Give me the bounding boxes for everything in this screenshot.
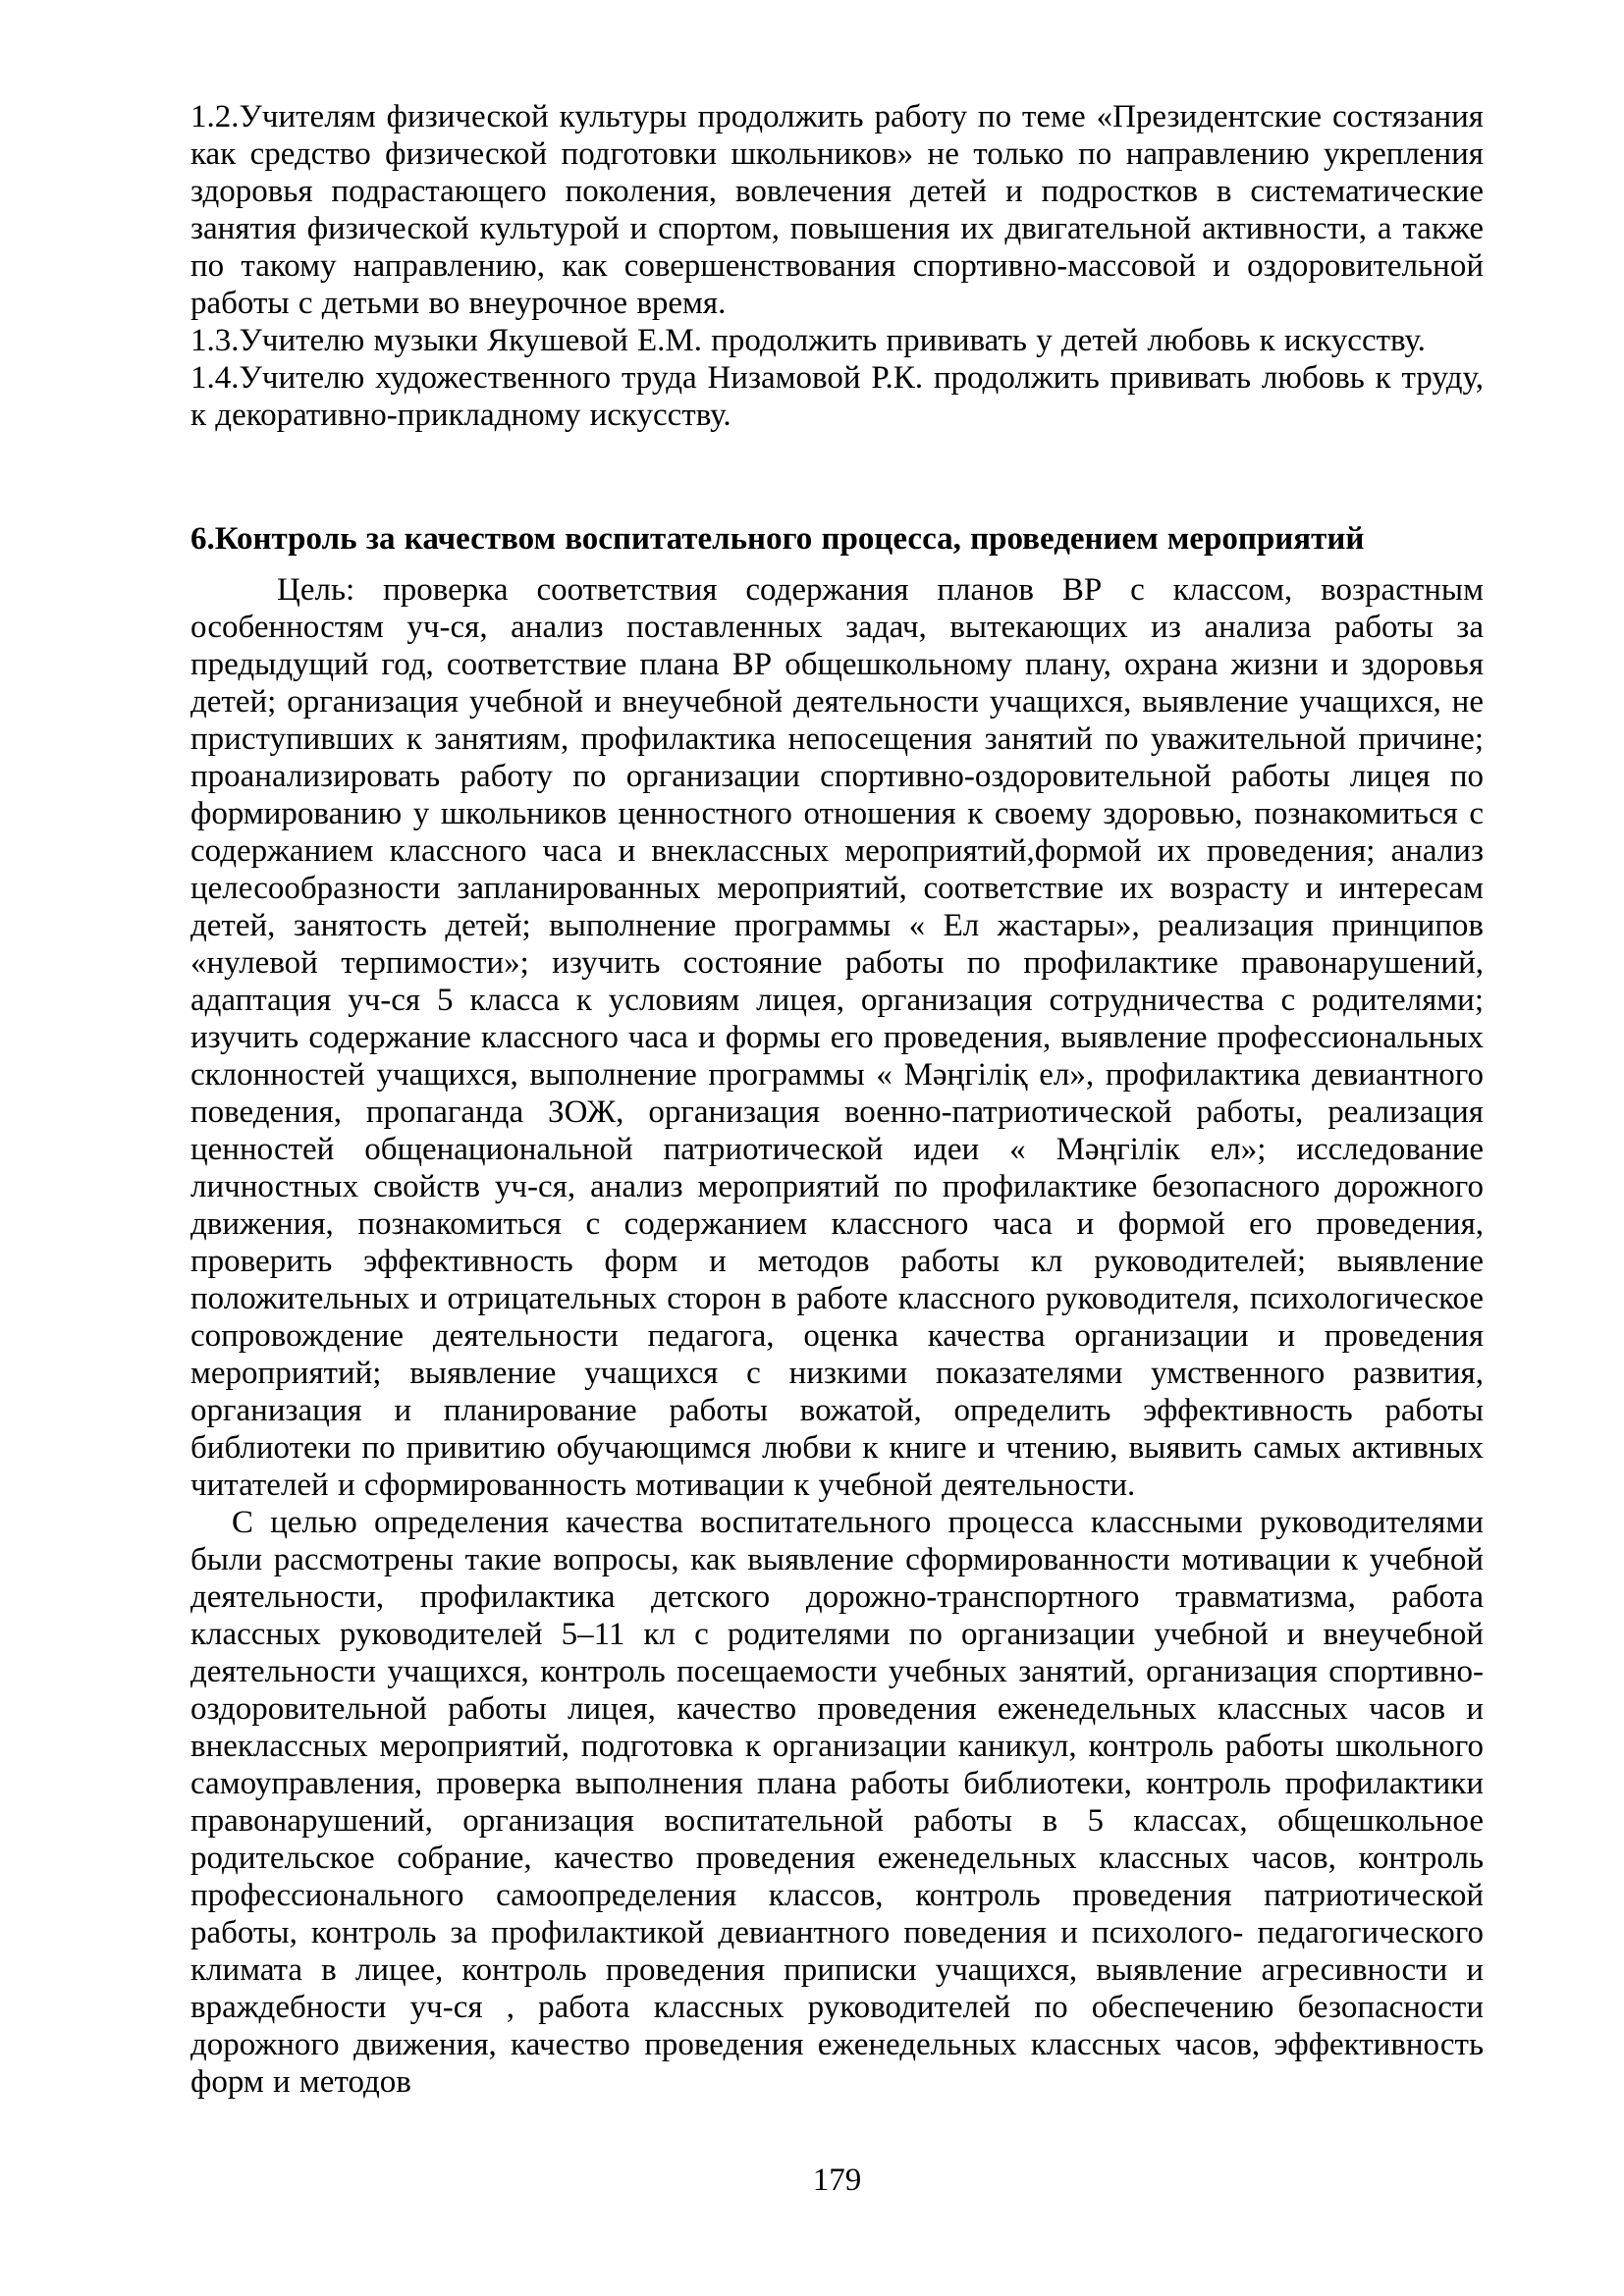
goal-paragraph: Цель: проверка соответствия содержания планов ВР с классом, возрастным особенностям уч-ся, анализ поставленных задач, вытекающих из анализа работы за предыдущий год, соответствие плана ВР общешкольному плану, охрана жизни и здоровья детей; организация учебной и внеучебной деятельности учащихся, выявление учащихся, не приступивших к занятиям, профилактика непосещения занятий по уважительной причине; проанализировать работу по организации спортивно-оздоровительной работы лицея по формированию у школьников ценностного отношения к своему здоровью, познакомиться с содержанием классного часа и внеклассных мероприятий,формой их проведения; анализ целесообразности запланированных мероприятий, соответствие их возрасту и интересам детей, занятость детей; выполнение программы « Ел жастары», реализация принципов «нулевой терпимости»; изучить состояние работы по профилактике правонарушений, адаптация уч-ся 5 класса к условиям лицея, организация сотрудничества с родителями; изучить содержание классного часа и формы его проведения, выявление профессиональных склонностей учащихся, выполнение программы « Мәңгіліқ ел», профилактика девиантного поведения, пропаганда ЗОЖ, организация военно-патриотической работы, реализация ценностей общенациональной патриотической идеи « Мәңгілік ел»; исследование личностных свойств уч-ся, анализ мероприятий по профилактике безопасного дорожного движения, познакомиться с содержанием классного часа и формой его проведения, проверить эффективность форм и методов работы кл руководителей; выявление положительных и отрицательных сторон в работе классного руководителя, психологическое сопровождение деятельности педагога, оценка качества организации и проведения мероприятий; выявление учащихся с низкими показателями умственного развития, организация и планирование работы вожатой, определить эффективность работы библиотеки по привитию обучающимся любви к книге и чтению, выявить самых активных читателей и сформированность мотивации к учебной деятельности. — [190, 572, 1484, 1503]
paragraph-1-4: 1.4.Учителю художественного труда Низамовой Р.К. продолжить прививать любовь к труду, к декоративно-прикладному искусству. — [190, 360, 1484, 433]
paragraph-1-3: 1.3.Учителю музыки Якушевой Е.М. продолжить прививать у детей любовь к искусству. — [190, 323, 1426, 358]
review-paragraph: С целью определения качества воспитательного процесса классными руководителями были рассмотрены такие вопросы, как выявление сформированности мотивации к учебной деятельности, профилактика детского дорожно-транспортного травматизма, работа классных руководителей 5–11 кл с родителями по организации учебной и внеучебной деятельности учащихся, контроль посещаемости учебных занятий, организация спортивно-оздоровительной работы лицея, качество проведения еженедельных классных часов и внеклассных мероприятий, подготовка к организации каникул, контроль работы школьного самоуправления, проверка выполнения плана работы библиотеки, контроль профилактики правонарушений, организация воспитательной работы в 5 классах, общешкольное родительское собрание, качество проведения еженедельных классных часов, контроль профессионального самоопределения классов, контроль проведения патриотической работы, контроль за профилактикой девиантного поведения и психолого- педагогического климата в лицее, контроль проведения приписки учащихся, выявление агресивности и враждебности уч-ся , работа классных руководителей по обеспечению безопасности дорожного движения, качество проведения еженедельных классных часов, эффективность форм и методов — [190, 1505, 1484, 2100]
section-heading: 6.Контроль за качеством воспитательного процесса, проведением мероприятий — [190, 521, 1365, 557]
page-number: 179 — [812, 2163, 862, 2198]
page-content — [190, 98, 1484, 2101]
paragraph-1-2: 1.2.Учителям физической культуры продолжить работу по теме «Президентские состязания как средство физической подготовки школьников» не только по направлению укрепления здоровья подрастающего поколения, вовлечения детей и подростков в систематические занятия физической культурой и спортом, повышения их двигательной активности, а также по такому направлению, как совершенствования спортивно-массовой и оздоровительной работы с детьми во внеурочное время. — [190, 99, 1484, 321]
